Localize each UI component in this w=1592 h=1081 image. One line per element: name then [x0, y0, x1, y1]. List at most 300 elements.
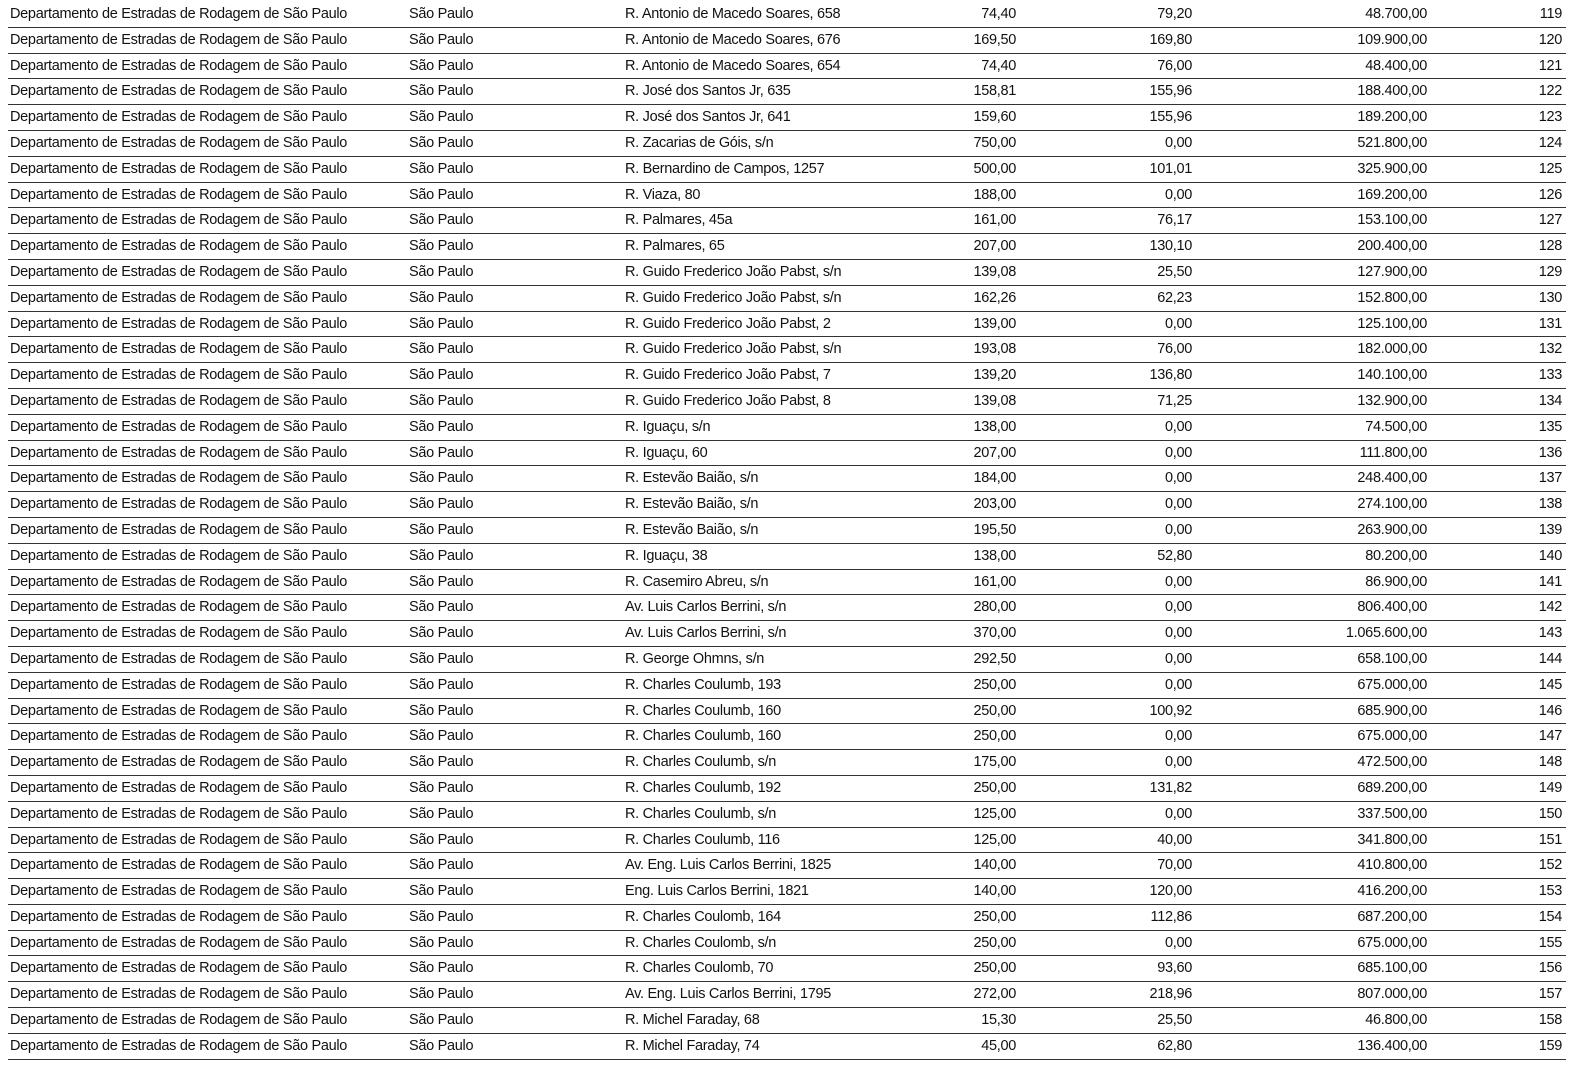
- cell-item-number: 150: [1538, 805, 1562, 822]
- cell-item-number: 140: [1538, 547, 1562, 564]
- cell-area-built: 0,00: [1164, 470, 1192, 487]
- cell-area-built: 0,00: [1164, 625, 1192, 642]
- cell-area-built: 0,00: [1164, 315, 1192, 332]
- table-row: [8, 389, 1566, 415]
- table-row: [8, 131, 1566, 157]
- cell-value: 806.400,00: [1357, 599, 1427, 616]
- cell-city: São Paulo: [409, 6, 474, 22]
- cell-area-built: 131,82: [1149, 779, 1192, 796]
- cell-organization: Departamento de Estradas de Rodagem de São Paulo: [10, 702, 348, 719]
- table-row: [8, 260, 1566, 286]
- cell-value: 136.400,00: [1357, 1037, 1427, 1054]
- cell-area-land: 162,26: [973, 289, 1016, 306]
- cell-area-built: 70,00: [1157, 857, 1192, 874]
- cell-city: São Paulo: [409, 934, 474, 951]
- cell-organization: Departamento de Estradas de Rodagem de São Paulo: [10, 883, 348, 900]
- cell-organization: Departamento de Estradas de Rodagem de São Paulo: [10, 83, 348, 100]
- cell-organization: Departamento de Estradas de Rodagem de São Paulo: [10, 599, 348, 616]
- table-row: [8, 2, 1566, 28]
- cell-area-land: 207,00: [973, 444, 1016, 461]
- cell-area-built: 112,86: [1150, 908, 1192, 925]
- cell-item-number: 154: [1538, 908, 1562, 925]
- table-row: [8, 931, 1566, 957]
- cell-organization: Departamento de Estradas de Rodagem de São Paulo: [10, 573, 348, 590]
- cell-item-number: 132: [1538, 341, 1562, 358]
- cell-area-built: 0,00: [1164, 573, 1192, 590]
- cell-address: Av. Eng. Luis Carlos Berrini, 1825: [625, 857, 832, 874]
- cell-organization: Departamento de Estradas de Rodagem de São Paulo: [10, 109, 348, 126]
- cell-city: São Paulo: [409, 754, 474, 771]
- table-row: [8, 286, 1566, 312]
- cell-city: São Paulo: [409, 160, 474, 177]
- cell-area-land: 140,00: [973, 883, 1016, 900]
- cell-area-built: 52,80: [1157, 547, 1192, 564]
- cell-address: R. Zacarias de Góis, s/n: [625, 134, 774, 151]
- cell-organization: Departamento de Estradas de Rodagem de São Paulo: [10, 676, 348, 693]
- cell-area-land: 74,40: [981, 6, 1016, 22]
- cell-area-land: 750,00: [973, 134, 1016, 151]
- cell-address: R. George Ohmns, s/n: [625, 650, 765, 667]
- cell-area-land: 161,00: [973, 573, 1016, 590]
- table-row: [8, 673, 1566, 699]
- cell-value: 74.500,00: [1365, 418, 1427, 435]
- cell-organization: Departamento de Estradas de Rodagem de São Paulo: [10, 908, 348, 925]
- cell-value: 263.900,00: [1357, 521, 1427, 538]
- cell-value: 189.200,00: [1357, 109, 1427, 126]
- cell-city: São Paulo: [409, 315, 474, 332]
- cell-area-land: 138,00: [973, 418, 1016, 435]
- cell-item-number: 141: [1538, 573, 1562, 590]
- cell-item-number: 149: [1538, 779, 1562, 796]
- table-row: [8, 905, 1566, 931]
- cell-address: R. Charles Coulumb, 192: [625, 779, 781, 796]
- cell-address: R. Guido Frederico João Pabst, s/n: [625, 263, 842, 280]
- cell-item-number: 146: [1538, 702, 1562, 719]
- cell-item-number: 130: [1538, 289, 1562, 306]
- cell-city: São Paulo: [409, 521, 474, 538]
- cell-organization: Departamento de Estradas de Rodagem de São Paulo: [10, 754, 348, 771]
- cell-area-land: 207,00: [973, 238, 1016, 255]
- cell-city: São Paulo: [409, 779, 474, 796]
- cell-city: São Paulo: [409, 831, 474, 848]
- cell-item-number: 127: [1538, 212, 1562, 229]
- cell-city: São Paulo: [409, 109, 474, 126]
- cell-address: R. Guido Frederico João Pabst, s/n: [625, 341, 842, 358]
- cell-value: 1.065.600,00: [1345, 625, 1427, 642]
- cell-area-built: 0,00: [1164, 728, 1192, 745]
- cell-value: 48.400,00: [1365, 57, 1427, 74]
- cell-area-land: 125,00: [973, 805, 1016, 822]
- cell-area-land: 203,00: [973, 496, 1016, 513]
- cell-area-built: 155,96: [1149, 109, 1192, 126]
- cell-area-built: 62,80: [1157, 1037, 1192, 1054]
- table-row: [8, 54, 1566, 80]
- cell-value: 325.900,00: [1357, 160, 1427, 177]
- table-row: [8, 724, 1566, 750]
- cell-address: R. Michel Faraday, 74: [625, 1037, 760, 1054]
- cell-address: R. Charles Coulumb, s/n: [625, 805, 777, 822]
- cell-address: R. Charles Coulumb, 116: [625, 831, 780, 848]
- cell-address: R. Iguaçu, 60: [625, 444, 708, 461]
- cell-organization: Departamento de Estradas de Rodagem de São Paulo: [10, 315, 348, 332]
- cell-value: 675.000,00: [1357, 676, 1427, 693]
- cell-address: R. Casemiro Abreu, s/n: [625, 573, 769, 590]
- cell-value: 248.400,00: [1357, 470, 1427, 487]
- cell-area-land: 159,60: [973, 109, 1016, 126]
- cell-area-land: 139,20: [973, 367, 1016, 384]
- cell-organization: Departamento de Estradas de Rodagem de São Paulo: [10, 625, 348, 642]
- cell-city: São Paulo: [409, 367, 474, 384]
- cell-address: R. Antonio de Macedo Soares, 658: [625, 6, 841, 22]
- cell-item-number: 147: [1538, 728, 1562, 745]
- cell-area-built: 40,00: [1157, 831, 1192, 848]
- cell-value: 182.000,00: [1357, 341, 1427, 358]
- cell-organization: Departamento de Estradas de Rodagem de São Paulo: [10, 728, 348, 745]
- table-row: [8, 802, 1566, 828]
- cell-address: R. Guido Frederico João Pabst, 8: [625, 392, 831, 409]
- cell-area-built: 0,00: [1164, 134, 1192, 151]
- cell-organization: Departamento de Estradas de Rodagem de São Paulo: [10, 57, 348, 74]
- cell-organization: Departamento de Estradas de Rodagem de São Paulo: [10, 1012, 348, 1029]
- cell-city: São Paulo: [409, 986, 474, 1003]
- cell-city: São Paulo: [409, 83, 474, 100]
- cell-city: São Paulo: [409, 547, 474, 564]
- cell-item-number: 144: [1538, 650, 1562, 667]
- cell-organization: Departamento de Estradas de Rodagem de São Paulo: [10, 444, 348, 461]
- table-row: [8, 208, 1566, 234]
- cell-item-number: 128: [1538, 238, 1562, 255]
- cell-city: São Paulo: [409, 263, 474, 280]
- cell-city: São Paulo: [409, 444, 474, 461]
- cell-value: 80.200,00: [1365, 547, 1427, 564]
- cell-area-built: 218,96: [1149, 986, 1192, 1003]
- cell-city: São Paulo: [409, 470, 474, 487]
- cell-area-built: 71,25: [1157, 392, 1192, 409]
- table-row: [8, 337, 1566, 363]
- cell-area-built: 0,00: [1164, 186, 1192, 203]
- cell-organization: Departamento de Estradas de Rodagem de São Paulo: [10, 341, 348, 358]
- cell-address: R. Iguaçu, 38: [625, 547, 708, 564]
- cell-city: São Paulo: [409, 573, 474, 590]
- cell-organization: Departamento de Estradas de Rodagem de São Paulo: [10, 521, 348, 538]
- cell-address: R. Guido Frederico João Pabst, 7: [625, 367, 831, 384]
- cell-area-built: 130,10: [1149, 238, 1192, 255]
- cell-item-number: 138: [1538, 496, 1562, 513]
- cell-city: São Paulo: [409, 857, 474, 874]
- table-row: [8, 879, 1566, 905]
- cell-area-land: 188,00: [973, 186, 1016, 203]
- cell-area-land: 74,40: [981, 57, 1016, 74]
- cell-area-built: 169,80: [1149, 31, 1192, 48]
- cell-item-number: 135: [1538, 418, 1562, 435]
- cell-city: São Paulo: [409, 212, 474, 229]
- table-row: [8, 492, 1566, 518]
- cell-area-land: 15,30: [981, 1012, 1016, 1029]
- cell-city: São Paulo: [409, 341, 474, 358]
- cell-address: R. José dos Santos Jr, 635: [625, 83, 791, 100]
- cell-area-land: 138,00: [973, 547, 1016, 564]
- cell-item-number: 119: [1539, 6, 1562, 22]
- cell-organization: Departamento de Estradas de Rodagem de São Paulo: [10, 186, 348, 203]
- cell-city: São Paulo: [409, 31, 474, 48]
- cell-city: São Paulo: [409, 418, 474, 435]
- property-table: [8, 2, 1566, 1060]
- cell-item-number: 148: [1538, 754, 1562, 771]
- table-row: [8, 312, 1566, 338]
- cell-area-land: 139,08: [973, 263, 1016, 280]
- cell-city: São Paulo: [409, 496, 474, 513]
- table-row: [8, 647, 1566, 673]
- cell-value: 109.900,00: [1357, 31, 1427, 48]
- cell-organization: Departamento de Estradas de Rodagem de São Paulo: [10, 547, 348, 564]
- table-row: [8, 234, 1566, 260]
- cell-area-built: 120,00: [1149, 883, 1192, 900]
- table-row: [8, 157, 1566, 183]
- cell-organization: Departamento de Estradas de Rodagem de São Paulo: [10, 934, 348, 951]
- cell-value: 132.900,00: [1357, 392, 1427, 409]
- cell-value: 274.100,00: [1357, 496, 1427, 513]
- cell-organization: Departamento de Estradas de Rodagem de São Paulo: [10, 263, 348, 280]
- cell-value: 687.200,00: [1357, 908, 1427, 925]
- cell-area-land: 169,50: [973, 31, 1016, 48]
- cell-organization: Departamento de Estradas de Rodagem de São Paulo: [10, 470, 348, 487]
- cell-organization: Departamento de Estradas de Rodagem de São Paulo: [10, 6, 348, 22]
- cell-city: São Paulo: [409, 392, 474, 409]
- cell-area-land: 250,00: [973, 908, 1016, 925]
- cell-area-land: 272,00: [973, 986, 1016, 1003]
- cell-area-land: 292,50: [973, 650, 1016, 667]
- cell-address: R. Charles Coulomb, 70: [625, 960, 774, 977]
- cell-city: São Paulo: [409, 134, 474, 151]
- cell-value: 416.200,00: [1357, 883, 1427, 900]
- cell-city: São Paulo: [409, 1037, 474, 1054]
- cell-address: R. Charles Coulomb, 164: [625, 908, 781, 925]
- cell-item-number: 124: [1538, 134, 1562, 151]
- cell-item-number: 153: [1538, 883, 1562, 900]
- cell-item-number: 157: [1538, 986, 1562, 1003]
- cell-area-land: 250,00: [973, 676, 1016, 693]
- cell-city: São Paulo: [409, 702, 474, 719]
- cell-area-land: 250,00: [973, 702, 1016, 719]
- cell-organization: Departamento de Estradas de Rodagem de São Paulo: [10, 31, 348, 48]
- cell-value: 200.400,00: [1357, 238, 1427, 255]
- cell-value: 675.000,00: [1357, 934, 1427, 951]
- table-row: [8, 699, 1566, 725]
- cell-item-number: 142: [1538, 599, 1562, 616]
- cell-area-land: 184,00: [973, 470, 1016, 487]
- table-row: [8, 982, 1566, 1008]
- cell-city: São Paulo: [409, 805, 474, 822]
- cell-value: 153.100,00: [1357, 212, 1427, 229]
- cell-organization: Departamento de Estradas de Rodagem de São Paulo: [10, 650, 348, 667]
- table-row: [8, 518, 1566, 544]
- cell-area-built: 76,17: [1157, 212, 1192, 229]
- cell-area-land: 250,00: [973, 934, 1016, 951]
- cell-area-built: 136,80: [1149, 367, 1192, 384]
- cell-area-land: 139,00: [973, 315, 1016, 332]
- cell-item-number: 143: [1538, 625, 1562, 642]
- cell-organization: Departamento de Estradas de Rodagem de São Paulo: [10, 1037, 348, 1054]
- cell-area-built: 100,92: [1149, 702, 1192, 719]
- table-row: [8, 28, 1566, 54]
- cell-area-land: 370,00: [973, 625, 1016, 642]
- cell-area-land: 193,08: [973, 341, 1016, 358]
- cell-organization: Departamento de Estradas de Rodagem de São Paulo: [10, 367, 348, 384]
- cell-address: R. Charles Coulumb, 160: [625, 702, 781, 719]
- cell-item-number: 123: [1538, 109, 1562, 126]
- cell-city: São Paulo: [409, 960, 474, 977]
- cell-address: R. José dos Santos Jr, 641: [625, 109, 791, 126]
- cell-area-land: 175,00: [973, 754, 1016, 771]
- cell-value: 472.500,00: [1357, 754, 1427, 771]
- cell-area-land: 139,08: [973, 392, 1016, 409]
- cell-organization: Departamento de Estradas de Rodagem de São Paulo: [10, 212, 348, 229]
- cell-organization: Departamento de Estradas de Rodagem de São Paulo: [10, 392, 348, 409]
- cell-city: São Paulo: [409, 728, 474, 745]
- cell-area-built: 0,00: [1164, 754, 1192, 771]
- cell-value: 125.100,00: [1357, 315, 1427, 332]
- cell-area-land: 125,00: [973, 831, 1016, 848]
- cell-city: São Paulo: [409, 908, 474, 925]
- cell-address: Av. Luis Carlos Berrini, s/n: [625, 599, 787, 616]
- cell-item-number: 133: [1538, 367, 1562, 384]
- cell-value: 685.900,00: [1357, 702, 1427, 719]
- cell-area-built: 101,01: [1149, 160, 1192, 177]
- cell-value: 86.900,00: [1365, 573, 1427, 590]
- table-row: [8, 776, 1566, 802]
- cell-area-land: 140,00: [973, 857, 1016, 874]
- cell-organization: Departamento de Estradas de Rodagem de São Paulo: [10, 134, 348, 151]
- table-row: [8, 466, 1566, 492]
- table-row: [8, 828, 1566, 854]
- cell-address: R. Viaza, 80: [625, 186, 701, 203]
- cell-city: São Paulo: [409, 289, 474, 306]
- cell-value: 658.100,00: [1357, 650, 1427, 667]
- cell-address: R. Estevão Baião, s/n: [625, 521, 759, 538]
- table-row: [8, 79, 1566, 105]
- cell-organization: Departamento de Estradas de Rodagem de São Paulo: [10, 289, 348, 306]
- cell-area-built: 0,00: [1164, 650, 1192, 667]
- cell-city: São Paulo: [409, 883, 474, 900]
- cell-item-number: 136: [1538, 444, 1562, 461]
- cell-organization: Departamento de Estradas de Rodagem de São Paulo: [10, 238, 348, 255]
- cell-value: 675.000,00: [1357, 728, 1427, 745]
- cell-item-number: 151: [1538, 831, 1562, 848]
- table-row: [8, 595, 1566, 621]
- cell-area-built: 0,00: [1164, 444, 1192, 461]
- cell-value: 46.800,00: [1365, 1012, 1427, 1029]
- table-row: [8, 363, 1566, 389]
- table-row: [8, 183, 1566, 209]
- cell-item-number: 131: [1538, 315, 1562, 332]
- cell-area-built: 0,00: [1164, 496, 1192, 513]
- table-row: [8, 570, 1566, 596]
- cell-item-number: 120: [1538, 31, 1562, 48]
- cell-organization: Departamento de Estradas de Rodagem de São Paulo: [10, 779, 348, 796]
- cell-value: 410.800,00: [1357, 857, 1427, 874]
- cell-item-number: 139: [1538, 521, 1562, 538]
- cell-organization: Departamento de Estradas de Rodagem de São Paulo: [10, 160, 348, 177]
- cell-area-land: 195,50: [973, 521, 1016, 538]
- cell-value: 188.400,00: [1357, 83, 1427, 100]
- cell-value: 521.800,00: [1357, 134, 1427, 151]
- cell-address: R. Palmares, 45a: [625, 212, 733, 229]
- cell-value: 689.200,00: [1357, 779, 1427, 796]
- cell-address: R. Charles Coulumb, s/n: [625, 754, 777, 771]
- cell-address: R. Charles Coulomb, s/n: [625, 934, 777, 951]
- table-row: [8, 1034, 1566, 1060]
- cell-area-built: 76,00: [1157, 57, 1192, 74]
- cell-area-land: 250,00: [973, 728, 1016, 745]
- cell-area-built: 62,23: [1157, 289, 1192, 306]
- cell-area-built: 155,96: [1149, 83, 1192, 100]
- cell-area-land: 500,00: [973, 160, 1016, 177]
- cell-item-number: 129: [1538, 263, 1562, 280]
- cell-area-land: 158,81: [973, 83, 1016, 100]
- cell-area-built: 0,00: [1164, 418, 1192, 435]
- cell-address: R. Michel Faraday, 68: [625, 1012, 760, 1029]
- cell-city: São Paulo: [409, 1012, 474, 1029]
- table-row: [8, 544, 1566, 570]
- cell-city: São Paulo: [409, 625, 474, 642]
- cell-area-built: 0,00: [1164, 599, 1192, 616]
- cell-address: R. Guido Frederico João Pabst, 2: [625, 315, 831, 332]
- cell-area-built: 0,00: [1164, 521, 1192, 538]
- cell-value: 685.100,00: [1357, 960, 1427, 977]
- cell-address: Av. Eng. Luis Carlos Berrini, 1795: [625, 986, 832, 1003]
- cell-address: Av. Luis Carlos Berrini, s/n: [625, 625, 787, 642]
- cell-value: 152.800,00: [1357, 289, 1427, 306]
- cell-area-built: 0,00: [1164, 676, 1192, 693]
- cell-area-land: 161,00: [973, 212, 1016, 229]
- cell-area-built: 0,00: [1164, 934, 1192, 951]
- cell-address: Eng. Luis Carlos Berrini, 1821: [625, 883, 809, 900]
- cell-area-built: 76,00: [1157, 341, 1192, 358]
- cell-area-land: 45,00: [981, 1037, 1016, 1054]
- table-row: [8, 441, 1566, 467]
- cell-area-built: 25,50: [1157, 263, 1192, 280]
- cell-item-number: 134: [1538, 392, 1562, 409]
- cell-item-number: 137: [1538, 470, 1562, 487]
- cell-item-number: 159: [1538, 1037, 1562, 1054]
- cell-area-land: 280,00: [973, 599, 1016, 616]
- cell-value: 341.800,00: [1357, 831, 1427, 848]
- cell-organization: Departamento de Estradas de Rodagem de São Paulo: [10, 960, 348, 977]
- cell-item-number: 158: [1538, 1012, 1562, 1029]
- cell-value: 169.200,00: [1357, 186, 1427, 203]
- cell-item-number: 126: [1538, 186, 1562, 203]
- cell-value: 127.900,00: [1357, 263, 1427, 280]
- cell-organization: Departamento de Estradas de Rodagem de São Paulo: [10, 831, 348, 848]
- cell-city: São Paulo: [409, 599, 474, 616]
- cell-address: R. Palmares, 65: [625, 238, 725, 255]
- cell-address: R. Antonio de Macedo Soares, 676: [625, 31, 841, 48]
- cell-value: 48.700,00: [1365, 6, 1427, 22]
- cell-address: R. Guido Frederico João Pabst, s/n: [625, 289, 842, 306]
- table-row: [8, 415, 1566, 441]
- cell-value: 807.000,00: [1357, 986, 1427, 1003]
- cell-address: R. Charles Coulumb, 193: [625, 676, 781, 693]
- cell-area-built: 0,00: [1164, 805, 1192, 822]
- cell-item-number: 121: [1538, 57, 1562, 74]
- cell-city: São Paulo: [409, 676, 474, 693]
- cell-item-number: 155: [1538, 934, 1562, 951]
- table-row: [8, 621, 1566, 647]
- cell-area-built: 79,20: [1157, 6, 1192, 22]
- table-row: [8, 956, 1566, 982]
- cell-area-land: 250,00: [973, 779, 1016, 796]
- cell-organization: Departamento de Estradas de Rodagem de São Paulo: [10, 418, 348, 435]
